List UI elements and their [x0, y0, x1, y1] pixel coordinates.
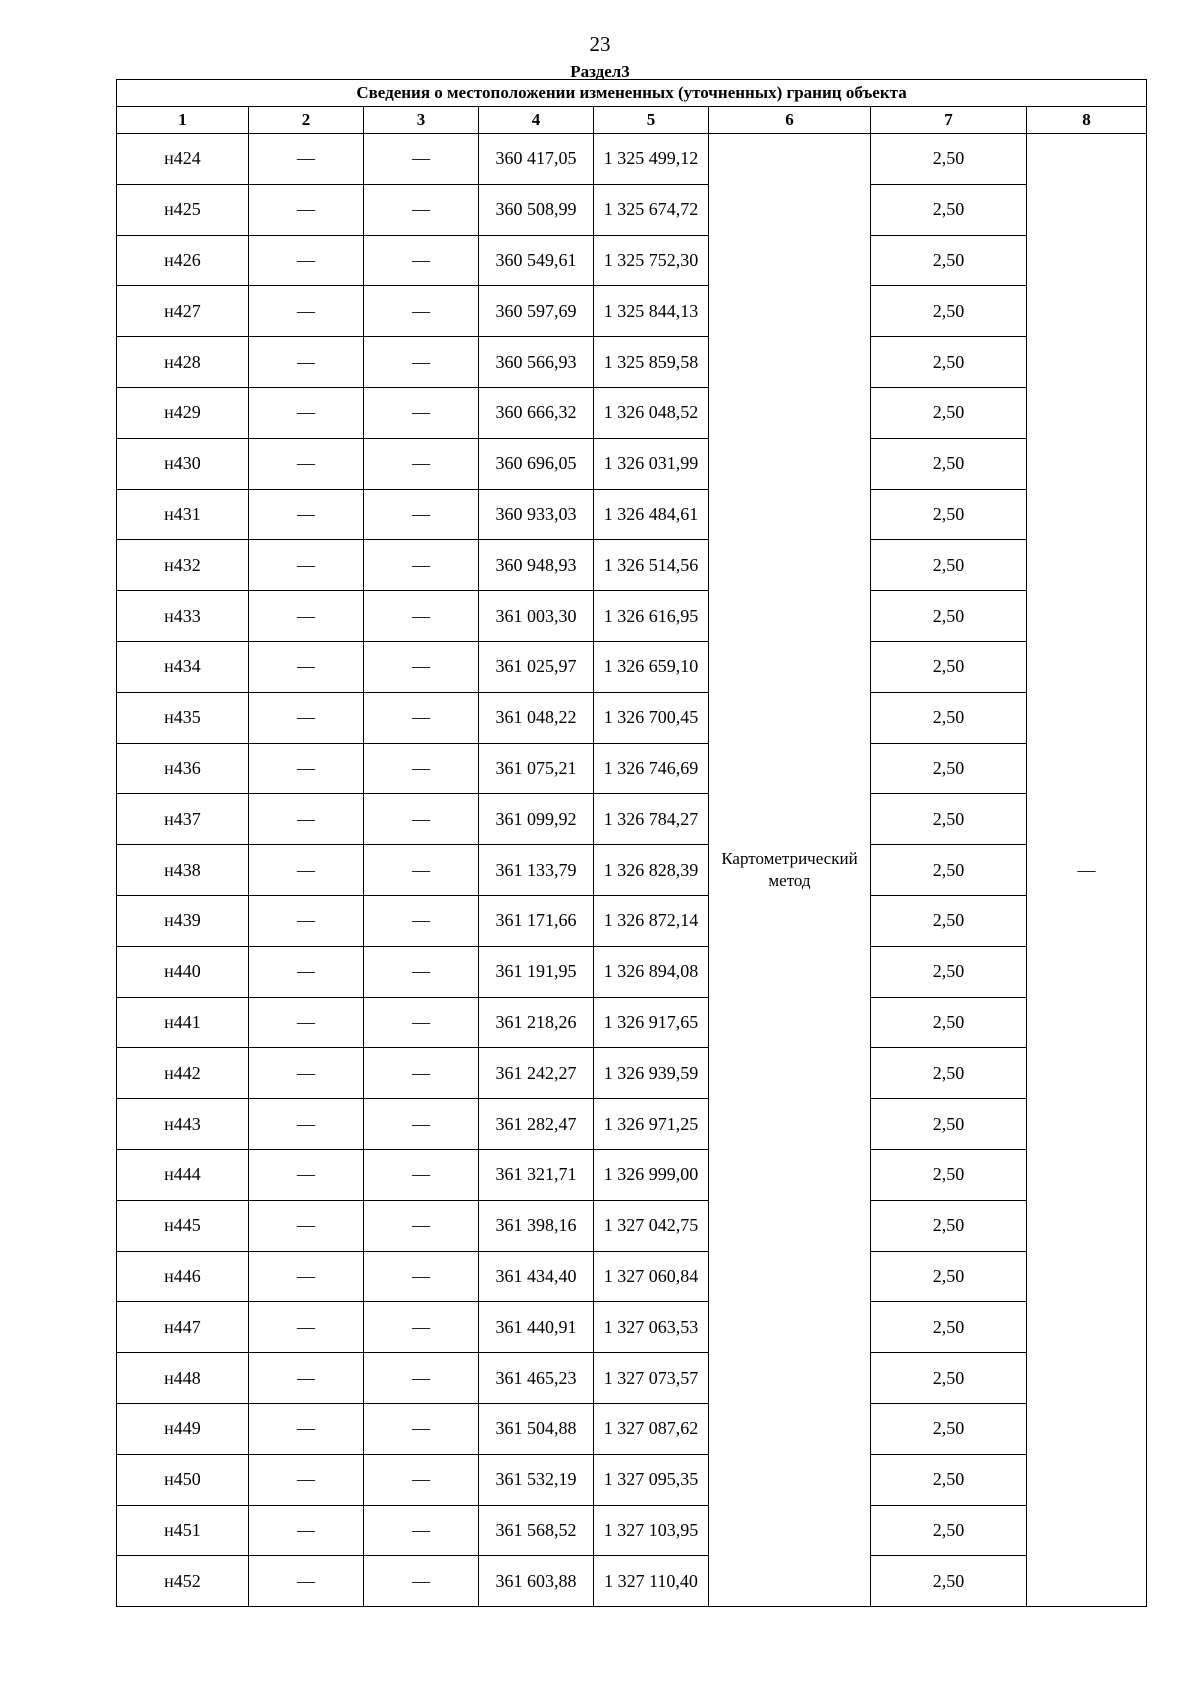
point-name-cell: н439 — [117, 895, 249, 946]
x-coordinate-cell: 360 566,93 — [479, 337, 594, 388]
y-coordinate-cell: 1 325 499,12 — [594, 134, 709, 185]
x-coordinate-cell: 360 549,61 — [479, 235, 594, 286]
point-name-cell: н424 — [117, 134, 249, 185]
col3-dash-cell: — — [364, 134, 479, 185]
point-name-cell: н447 — [117, 1302, 249, 1353]
y-coordinate-cell: 1 326 514,56 — [594, 540, 709, 591]
col2-dash-cell: — — [249, 1048, 364, 1099]
point-name-cell: н425 — [117, 184, 249, 235]
y-coordinate-cell: 1 326 659,10 — [594, 641, 709, 692]
point-name-cell: н443 — [117, 1099, 249, 1150]
column-number-2: 2 — [249, 107, 364, 134]
table-row — [117, 1353, 1147, 1404]
col2-dash-cell: — — [249, 1454, 364, 1505]
table-row — [117, 540, 1147, 591]
col3-dash-cell: — — [364, 692, 479, 743]
table-row — [117, 1403, 1147, 1454]
x-coordinate-cell: 360 933,03 — [479, 489, 594, 540]
accuracy-cell: 2,50 — [871, 184, 1027, 235]
accuracy-cell: 2,50 — [871, 1149, 1027, 1200]
accuracy-cell: 2,50 — [871, 286, 1027, 337]
y-coordinate-cell: 1 326 971,25 — [594, 1099, 709, 1150]
col2-dash-cell: — — [249, 540, 364, 591]
x-coordinate-cell: 361 048,22 — [479, 692, 594, 743]
x-coordinate-cell: 361 003,30 — [479, 591, 594, 642]
col3-dash-cell: — — [364, 1403, 479, 1454]
col2-dash-cell: — — [249, 1505, 364, 1556]
boundary-coordinates-table — [116, 79, 1147, 1607]
table-row — [117, 184, 1147, 235]
point-name-cell: н428 — [117, 337, 249, 388]
point-name-cell: н436 — [117, 743, 249, 794]
table-row — [117, 1200, 1147, 1251]
col3-dash-cell: — — [364, 387, 479, 438]
col3-dash-cell: — — [364, 1251, 479, 1302]
x-coordinate-cell: 361 465,23 — [479, 1353, 594, 1404]
col3-dash-cell: — — [364, 1454, 479, 1505]
col2-dash-cell: — — [249, 1149, 364, 1200]
point-name-cell: н427 — [117, 286, 249, 337]
x-coordinate-cell: 360 508,99 — [479, 184, 594, 235]
y-coordinate-cell: 1 327 073,57 — [594, 1353, 709, 1404]
column-number-3: 3 — [364, 107, 479, 134]
point-name-cell: н451 — [117, 1505, 249, 1556]
col2-dash-cell: — — [249, 235, 364, 286]
table-row — [117, 286, 1147, 337]
x-coordinate-cell: 361 568,52 — [479, 1505, 594, 1556]
col2-dash-cell: — — [249, 1556, 364, 1607]
accuracy-cell: 2,50 — [871, 1302, 1027, 1353]
accuracy-cell: 2,50 — [871, 641, 1027, 692]
y-coordinate-cell: 1 326 784,27 — [594, 794, 709, 845]
col3-dash-cell: — — [364, 286, 479, 337]
col3-dash-cell: — — [364, 438, 479, 489]
col2-dash-cell: — — [249, 1302, 364, 1353]
col2-dash-cell: — — [249, 337, 364, 388]
table-row — [117, 591, 1147, 642]
x-coordinate-cell: 360 597,69 — [479, 286, 594, 337]
y-coordinate-cell: 1 326 746,69 — [594, 743, 709, 794]
x-coordinate-cell: 361 440,91 — [479, 1302, 594, 1353]
table-row — [117, 1099, 1147, 1150]
table-row — [117, 641, 1147, 692]
column-number-8: 8 — [1027, 107, 1147, 134]
col3-dash-cell: — — [364, 1149, 479, 1200]
table-row — [117, 794, 1147, 845]
table-row — [117, 692, 1147, 743]
x-coordinate-cell: 361 171,66 — [479, 895, 594, 946]
y-coordinate-cell: 1 325 752,30 — [594, 235, 709, 286]
table-row — [117, 235, 1147, 286]
accuracy-cell: 2,50 — [871, 1048, 1027, 1099]
x-coordinate-cell: 361 099,92 — [479, 794, 594, 845]
table-row — [117, 134, 1147, 185]
point-name-cell: н431 — [117, 489, 249, 540]
accuracy-cell: 2,50 — [871, 591, 1027, 642]
table-row — [117, 743, 1147, 794]
point-name-cell: н430 — [117, 438, 249, 489]
table-row — [117, 1556, 1147, 1607]
x-coordinate-cell: 361 218,26 — [479, 997, 594, 1048]
y-coordinate-cell: 1 325 674,72 — [594, 184, 709, 235]
point-name-cell: н437 — [117, 794, 249, 845]
x-coordinate-cell: 361 603,88 — [479, 1556, 594, 1607]
accuracy-cell: 2,50 — [871, 540, 1027, 591]
accuracy-cell: 2,50 — [871, 743, 1027, 794]
x-coordinate-cell: 361 504,88 — [479, 1403, 594, 1454]
col3-dash-cell: — — [364, 794, 479, 845]
y-coordinate-cell: 1 327 103,95 — [594, 1505, 709, 1556]
col2-dash-cell: — — [249, 489, 364, 540]
x-coordinate-cell: 361 434,40 — [479, 1251, 594, 1302]
accuracy-cell: 2,50 — [871, 489, 1027, 540]
table-row — [117, 895, 1147, 946]
page-number: 23 — [589, 32, 611, 56]
column-number-7: 7 — [871, 107, 1027, 134]
col2-dash-cell: — — [249, 1353, 364, 1404]
accuracy-cell: 2,50 — [871, 895, 1027, 946]
col3-dash-cell: — — [364, 1505, 479, 1556]
x-coordinate-cell: 361 321,71 — [479, 1149, 594, 1200]
table-row — [117, 946, 1147, 997]
point-name-cell: н433 — [117, 591, 249, 642]
section-title: Раздел3 — [570, 62, 630, 81]
y-coordinate-cell: 1 327 095,35 — [594, 1454, 709, 1505]
col3-dash-cell: — — [364, 743, 479, 794]
accuracy-cell: 2,50 — [871, 438, 1027, 489]
col2-dash-cell: — — [249, 184, 364, 235]
accuracy-cell: 2,50 — [871, 997, 1027, 1048]
col2-dash-cell: — — [249, 895, 364, 946]
column-number-4: 4 — [479, 107, 594, 134]
table-row — [117, 1505, 1147, 1556]
accuracy-cell: 2,50 — [871, 1200, 1027, 1251]
accuracy-cell: 2,50 — [871, 692, 1027, 743]
y-coordinate-cell: 1 325 844,13 — [594, 286, 709, 337]
accuracy-cell: 2,50 — [871, 845, 1027, 896]
y-coordinate-cell: 1 326 999,00 — [594, 1149, 709, 1200]
col2-dash-cell: — — [249, 591, 364, 642]
column-number-5: 5 — [594, 107, 709, 134]
col2-dash-cell: — — [249, 1403, 364, 1454]
y-coordinate-cell: 1 326 700,45 — [594, 692, 709, 743]
point-name-cell: н445 — [117, 1200, 249, 1251]
accuracy-cell: 2,50 — [871, 387, 1027, 438]
point-name-cell: н438 — [117, 845, 249, 896]
col3-dash-cell: — — [364, 1353, 479, 1404]
point-name-cell: н441 — [117, 997, 249, 1048]
table-row — [117, 1048, 1147, 1099]
x-coordinate-cell: 361 242,27 — [479, 1048, 594, 1099]
table-row — [117, 489, 1147, 540]
col2-dash-cell: — — [249, 794, 364, 845]
col2-dash-cell: — — [249, 641, 364, 692]
col3-dash-cell: — — [364, 540, 479, 591]
col2-dash-cell: — — [249, 692, 364, 743]
accuracy-cell: 2,50 — [871, 794, 1027, 845]
y-coordinate-cell: 1 326 484,61 — [594, 489, 709, 540]
y-coordinate-cell: 1 326 939,59 — [594, 1048, 709, 1099]
y-coordinate-cell: 1 327 087,62 — [594, 1403, 709, 1454]
col3-dash-cell: — — [364, 184, 479, 235]
col2-dash-cell: — — [249, 997, 364, 1048]
point-name-cell: н450 — [117, 1454, 249, 1505]
accuracy-cell: 2,50 — [871, 946, 1027, 997]
y-coordinate-cell: 1 326 917,65 — [594, 997, 709, 1048]
accuracy-cell: 2,50 — [871, 1505, 1027, 1556]
col3-dash-cell: — — [364, 641, 479, 692]
y-coordinate-cell: 1 326 872,14 — [594, 895, 709, 946]
point-name-cell: н426 — [117, 235, 249, 286]
accuracy-cell: 2,50 — [871, 1556, 1027, 1607]
y-coordinate-cell: 1 327 063,53 — [594, 1302, 709, 1353]
table-caption: Сведения о местоположении измененных (уточненных) границ объекта — [117, 80, 1147, 107]
col3-dash-cell: — — [364, 337, 479, 388]
accuracy-cell: 2,50 — [871, 235, 1027, 286]
col3-dash-cell: — — [364, 1200, 479, 1251]
col2-dash-cell: — — [249, 286, 364, 337]
point-name-cell: н429 — [117, 387, 249, 438]
table-row — [117, 845, 1147, 896]
accuracy-cell: 2,50 — [871, 134, 1027, 185]
x-coordinate-cell: 361 191,95 — [479, 946, 594, 997]
point-name-cell: н446 — [117, 1251, 249, 1302]
x-coordinate-cell: 361 133,79 — [479, 845, 594, 896]
table-body — [117, 134, 1147, 1607]
point-name-cell: н448 — [117, 1353, 249, 1404]
col2-dash-cell: — — [249, 1200, 364, 1251]
col3-dash-cell: — — [364, 591, 479, 642]
table-row — [117, 1251, 1147, 1302]
x-coordinate-cell: 361 075,21 — [479, 743, 594, 794]
col3-dash-cell: — — [364, 1556, 479, 1607]
x-coordinate-cell: 361 025,97 — [479, 641, 594, 692]
point-name-cell: н434 — [117, 641, 249, 692]
col3-dash-cell: — — [364, 1048, 479, 1099]
table-row — [117, 337, 1147, 388]
table-row — [117, 1454, 1147, 1505]
col8-dash-cell: — — [1027, 134, 1147, 1607]
col3-dash-cell: — — [364, 1302, 479, 1353]
col2-dash-cell: — — [249, 134, 364, 185]
y-coordinate-cell: 1 327 060,84 — [594, 1251, 709, 1302]
point-name-cell: н449 — [117, 1403, 249, 1454]
x-coordinate-cell: 360 948,93 — [479, 540, 594, 591]
table-row — [117, 387, 1147, 438]
table-row — [117, 1302, 1147, 1353]
y-coordinate-cell: 1 325 859,58 — [594, 337, 709, 388]
col3-dash-cell: — — [364, 946, 479, 997]
col2-dash-cell: — — [249, 1099, 364, 1150]
table-row — [117, 997, 1147, 1048]
col3-dash-cell: — — [364, 235, 479, 286]
accuracy-cell: 2,50 — [871, 1454, 1027, 1505]
table-row — [117, 1149, 1147, 1200]
x-coordinate-cell: 361 532,19 — [479, 1454, 594, 1505]
y-coordinate-cell: 1 326 616,95 — [594, 591, 709, 642]
accuracy-cell: 2,50 — [871, 1403, 1027, 1454]
x-coordinate-cell: 361 398,16 — [479, 1200, 594, 1251]
y-coordinate-cell: 1 327 110,40 — [594, 1556, 709, 1607]
point-name-cell: н442 — [117, 1048, 249, 1099]
accuracy-cell: 2,50 — [871, 337, 1027, 388]
col3-dash-cell: — — [364, 489, 479, 540]
col3-dash-cell: — — [364, 895, 479, 946]
x-coordinate-cell: 360 666,32 — [479, 387, 594, 438]
method-cell: Картометрический метод — [709, 134, 871, 1607]
column-number-6: 6 — [709, 107, 871, 134]
col2-dash-cell: — — [249, 1251, 364, 1302]
col3-dash-cell: — — [364, 997, 479, 1048]
point-name-cell: н444 — [117, 1149, 249, 1200]
accuracy-cell: 2,50 — [871, 1353, 1027, 1404]
col2-dash-cell: — — [249, 743, 364, 794]
y-coordinate-cell: 1 326 828,39 — [594, 845, 709, 896]
point-name-cell: н440 — [117, 946, 249, 997]
col3-dash-cell: — — [364, 845, 479, 896]
col3-dash-cell: — — [364, 1099, 479, 1150]
table-row — [117, 438, 1147, 489]
y-coordinate-cell: 1 327 042,75 — [594, 1200, 709, 1251]
col2-dash-cell: — — [249, 845, 364, 896]
y-coordinate-cell: 1 326 048,52 — [594, 387, 709, 438]
y-coordinate-cell: 1 326 894,08 — [594, 946, 709, 997]
accuracy-cell: 2,50 — [871, 1099, 1027, 1150]
column-number-1: 1 — [117, 107, 249, 134]
x-coordinate-cell: 361 282,47 — [479, 1099, 594, 1150]
x-coordinate-cell: 360 696,05 — [479, 438, 594, 489]
col2-dash-cell: — — [249, 387, 364, 438]
point-name-cell: н452 — [117, 1556, 249, 1607]
col2-dash-cell: — — [249, 946, 364, 997]
point-name-cell: н432 — [117, 540, 249, 591]
x-coordinate-cell: 360 417,05 — [479, 134, 594, 185]
point-name-cell: н435 — [117, 692, 249, 743]
column-number-row — [117, 107, 1147, 134]
accuracy-cell: 2,50 — [871, 1251, 1027, 1302]
col2-dash-cell: — — [249, 438, 364, 489]
y-coordinate-cell: 1 326 031,99 — [594, 438, 709, 489]
